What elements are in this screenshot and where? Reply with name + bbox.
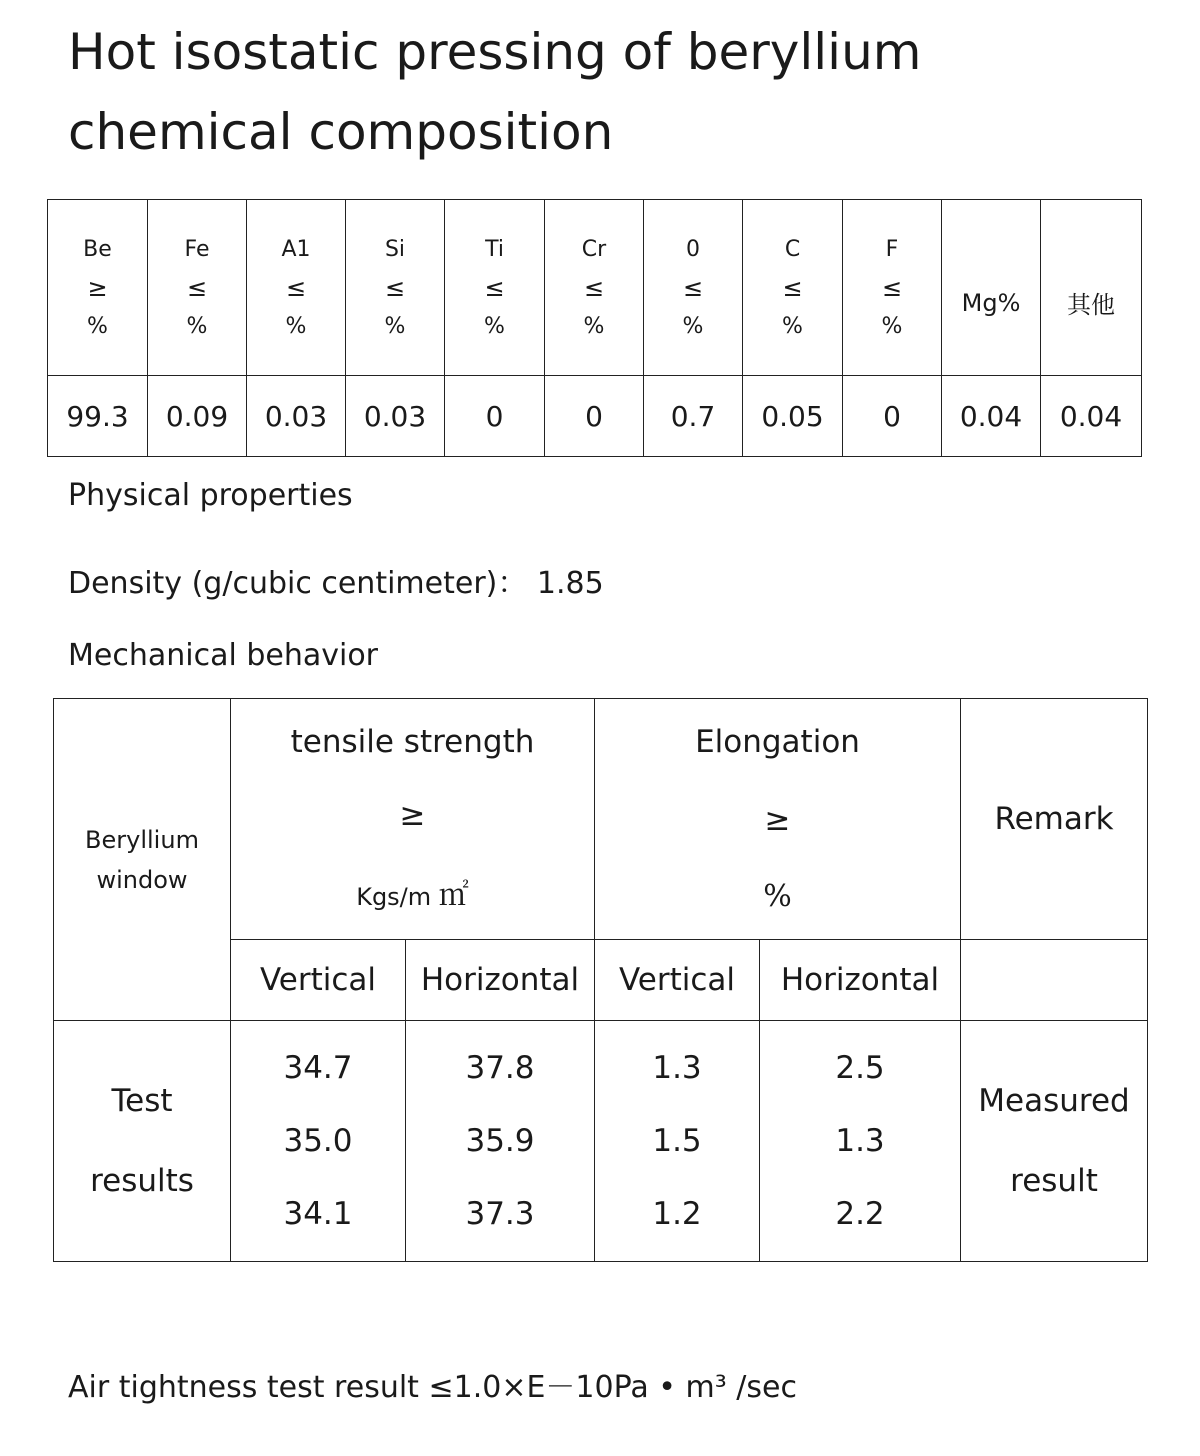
- comp-header-be: [48, 200, 148, 376]
- comp-value-o: 0.7: [644, 376, 743, 457]
- value-cell: 1.3: [652, 1049, 702, 1086]
- comp-header-mg: Mg%: [942, 200, 1041, 376]
- comp-header-si: [346, 200, 445, 376]
- unit-label: %: [87, 313, 108, 339]
- element-label: Si: [384, 236, 406, 262]
- unit-label: %: [484, 313, 505, 339]
- remark-header: Remark: [961, 699, 1148, 940]
- density-label: Density (g/cubic centimeter)：: [68, 566, 528, 601]
- remark-sub-empty: [961, 940, 1148, 1021]
- unit-label: %: [384, 313, 406, 339]
- comp-value-other: 0.04: [1041, 376, 1142, 457]
- comp-value-a1: 0.03: [247, 376, 346, 457]
- comp-value-fe: 0.09: [148, 376, 247, 457]
- unit-label: %: [881, 313, 903, 339]
- tensile-symbol: ≥: [399, 797, 426, 833]
- comp-header-a1: [247, 200, 346, 376]
- value-cell: 35.0: [283, 1122, 353, 1159]
- beryllium-window-cell: [54, 699, 231, 1021]
- title-line-1: Hot isostatic pressing of beryllium: [68, 23, 922, 81]
- comp-value-cr: 0: [545, 376, 644, 457]
- element-label: 0: [686, 236, 700, 262]
- density-value: 1.85: [536, 566, 604, 601]
- element-label: A1: [281, 236, 311, 262]
- comparison-symbol: ≤: [583, 273, 605, 302]
- title-line-2: chemical composition: [68, 103, 614, 161]
- tensile-horizontal-values: [406, 1021, 595, 1262]
- elongation-symbol: ≥: [764, 801, 791, 838]
- composition-table: [47, 199, 1142, 457]
- comp-header-f: [843, 200, 942, 376]
- comparison-symbol: ≤: [782, 273, 803, 302]
- comparison-symbol: ≤: [186, 273, 208, 302]
- test-label-line-1: Test: [111, 1083, 173, 1119]
- row-label-line-1: Beryllium: [85, 825, 199, 854]
- comp-header-c: [743, 200, 843, 376]
- comparison-symbol: ≤: [384, 273, 406, 302]
- composition-header-row: [48, 200, 1142, 376]
- comp-value-be: 99.3: [48, 376, 148, 457]
- tensile-vertical-values: [231, 1021, 406, 1262]
- measured-line-1: Measured: [978, 1083, 1130, 1119]
- mechanical-behavior-heading: Mechanical behavior: [68, 638, 379, 673]
- measured-result-cell: [961, 1021, 1148, 1262]
- elongation-horizontal-values: [760, 1021, 961, 1262]
- tensile-strength-header: [231, 699, 595, 940]
- mech-header-row: [54, 699, 1148, 940]
- element-label: F: [885, 236, 899, 262]
- value-cell: 1.2: [652, 1196, 702, 1233]
- elongation-label: Elongation: [695, 724, 860, 760]
- comp-value-ti: 0: [445, 376, 545, 457]
- value-cell: 1.3: [835, 1122, 885, 1159]
- unit-label: %: [583, 313, 605, 339]
- comparison-symbol: ≤: [881, 273, 903, 302]
- comp-header-o: [644, 200, 743, 376]
- test-results-label: [54, 1021, 231, 1262]
- elongation-horizontal-header: Horizontal: [760, 940, 961, 1021]
- comp-value-f: 0: [843, 376, 942, 457]
- test-label-line-2: results: [90, 1163, 194, 1199]
- tensile-vertical-header: Vertical: [231, 940, 406, 1021]
- air-tightness-line: Air tightness test result ≤1.0×E－10Pa • m³ /sec: [68, 1370, 797, 1405]
- comp-header-fe: [148, 200, 247, 376]
- mechanical-table: [53, 698, 1148, 1262]
- value-cell: 34.7: [283, 1049, 353, 1086]
- value-cell: 37.8: [465, 1049, 535, 1086]
- comp-header-cr: [545, 200, 644, 376]
- density-line: [68, 558, 604, 602]
- value-cell: 2.2: [835, 1196, 885, 1233]
- comparison-symbol: ≥: [87, 273, 108, 302]
- value-cell: 1.5: [652, 1122, 702, 1159]
- element-label: C: [784, 236, 801, 262]
- value-cell: 35.9: [465, 1122, 535, 1159]
- unit-label: %: [285, 313, 307, 339]
- value-cell: 34.1: [283, 1196, 353, 1233]
- composition-value-row: [48, 376, 1142, 457]
- element-label: Fe: [184, 236, 210, 262]
- tensile-label: tensile strength: [290, 724, 535, 760]
- unit-label: %: [782, 313, 803, 339]
- comp-value-mg: 0.04: [942, 376, 1041, 457]
- tensile-unit: Kgs/m ㎡: [356, 878, 469, 913]
- test-results-row: [54, 1021, 1148, 1262]
- comp-value-c: 0.05: [743, 376, 843, 457]
- elongation-unit: %: [763, 879, 792, 914]
- physical-properties-heading: Physical properties: [68, 478, 353, 513]
- comp-value-si: 0.03: [346, 376, 445, 457]
- unit-label: %: [682, 313, 704, 339]
- comparison-symbol: ≤: [285, 273, 307, 302]
- elongation-header: [595, 699, 961, 940]
- comparison-symbol: ≤: [484, 273, 505, 302]
- element-label: Be: [83, 236, 112, 262]
- comp-header-ti: [445, 200, 545, 376]
- element-label: Cr: [581, 236, 607, 262]
- elongation-vertical-values: [595, 1021, 760, 1262]
- row-label-line-2: window: [96, 865, 188, 894]
- value-cell: 2.5: [835, 1049, 885, 1086]
- comparison-symbol: ≤: [682, 273, 704, 302]
- element-label: Ti: [485, 236, 504, 262]
- measured-line-2: result: [1010, 1163, 1098, 1199]
- comp-header-other: 其他: [1041, 200, 1142, 376]
- value-cell: 37.3: [465, 1196, 535, 1233]
- elongation-vertical-header: Vertical: [595, 940, 760, 1021]
- page-title: [68, 12, 921, 172]
- unit-label: %: [186, 313, 208, 339]
- tensile-horizontal-header: Horizontal: [406, 940, 595, 1021]
